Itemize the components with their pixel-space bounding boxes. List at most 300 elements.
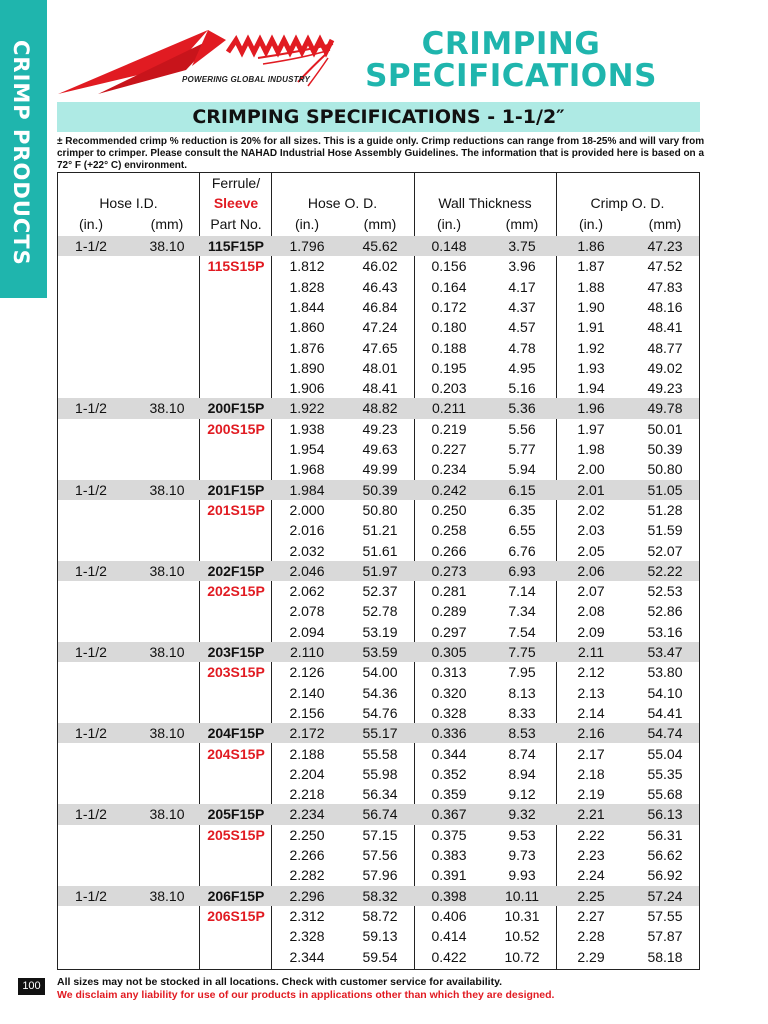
cell-wall-mm: 4.37	[508, 298, 536, 315]
cell-wall-in: 0.156	[431, 258, 467, 275]
cell-crimp-od-mm: 52.07	[647, 542, 683, 559]
header-od-in: (in.)	[294, 216, 320, 232]
cell-hose-od-mm: 55.17	[362, 725, 398, 742]
cell-crimp-od-mm: 47.52	[647, 258, 683, 275]
cell-hose-od-in: 2.234	[289, 806, 325, 823]
cell-crimp-od-mm: 52.22	[647, 562, 683, 579]
cell-wall-in: 0.180	[431, 319, 467, 336]
cell-crimp-od-mm: 57.87	[647, 928, 683, 945]
cell-hose-od-in: 2.046	[289, 562, 325, 579]
cell-hose-od-mm: 48.01	[362, 359, 398, 376]
cell-sleeve-part: 205S15P	[207, 826, 265, 843]
availability-note: All sizes may not be stocked in all locations. Check with customer service for availability.	[57, 976, 503, 988]
cell-hose-od-mm: 53.59	[362, 644, 398, 660]
cell-wall-mm: 9.53	[508, 826, 536, 843]
cell-crimp-od-in: 2.05	[577, 542, 605, 559]
cell-crimp-od-in: 2.13	[577, 684, 605, 701]
header-crimp-in: (in.)	[578, 216, 604, 232]
cell-hose-od-in: 1.984	[289, 481, 325, 498]
cell-wall-mm: 6.93	[508, 562, 536, 579]
cell-wall-mm: 7.75	[508, 644, 536, 660]
cell-hose-od-in: 2.140	[289, 684, 325, 701]
cell-hose-od-mm: 54.76	[362, 704, 398, 721]
cell-hose-od-in: 2.156	[289, 704, 325, 721]
cell-wall-mm: 5.77	[508, 441, 536, 457]
table-row	[58, 338, 699, 358]
header-sleeve: Sleeve	[213, 195, 259, 211]
cell-wall-mm: 5.36	[508, 400, 536, 417]
table-row	[58, 947, 699, 967]
cell-wall-in: 0.375	[431, 826, 467, 843]
cell-wall-mm: 6.15	[508, 481, 536, 498]
header-hose-od: Hose O. D.	[307, 195, 378, 211]
table-row	[58, 297, 699, 317]
table-row	[58, 825, 699, 845]
cell-hose-od-in: 2.188	[289, 745, 325, 762]
cell-hose-od-mm: 57.56	[362, 847, 398, 863]
cell-hose-od-in: 2.078	[289, 603, 325, 620]
cell-crimp-od-in: 2.19	[577, 786, 605, 803]
cell-crimp-od-mm: 56.13	[647, 806, 683, 823]
cell-crimp-od-mm: 49.78	[647, 400, 683, 417]
cell-wall-mm: 9.93	[508, 867, 536, 884]
table-row	[58, 601, 699, 621]
cell-wall-in: 0.273	[431, 562, 467, 579]
cell-hose-id-mm: 38.10	[149, 644, 185, 660]
cell-hose-od-mm: 57.15	[362, 826, 398, 843]
cell-wall-in: 0.305	[431, 644, 467, 660]
page-title	[348, 28, 674, 92]
cell-wall-mm: 9.32	[508, 806, 536, 823]
cell-crimp-od-in: 2.22	[577, 826, 605, 843]
cell-crimp-od-mm: 54.10	[647, 684, 683, 701]
table-row	[58, 683, 699, 703]
table-row	[58, 622, 699, 642]
cell-wall-in: 0.164	[431, 278, 467, 295]
header-row-2	[58, 195, 699, 215]
table-row	[58, 581, 699, 601]
cell-wall-in: 0.336	[431, 725, 467, 742]
cell-hose-od-mm: 58.32	[362, 887, 398, 904]
header-ferrule: Ferrule/	[211, 175, 261, 191]
cell-hose-od-in: 1.812	[289, 258, 325, 275]
cell-hose-od-mm: 49.23	[362, 420, 398, 437]
table-row	[58, 926, 699, 946]
header-part-no: Part No.	[210, 216, 262, 232]
cell-hose-od-in: 1.844	[289, 298, 325, 315]
cell-crimp-od-in: 2.09	[577, 623, 605, 640]
logo-tagline: POWERING GLOBAL INDUSTRY	[182, 75, 311, 84]
cell-wall-mm: 6.55	[508, 522, 536, 539]
cell-hose-od-in: 1.828	[289, 278, 325, 295]
cell-crimp-od-in: 2.28	[577, 928, 605, 945]
cell-crimp-od-mm: 48.41	[647, 319, 683, 336]
cell-wall-mm: 4.57	[508, 319, 536, 336]
cell-hose-id-in: 1-1/2	[75, 238, 107, 254]
cell-hose-od-in: 1.906	[289, 380, 325, 397]
cell-hose-id-mm: 38.10	[149, 887, 185, 904]
cell-wall-in: 0.367	[431, 806, 467, 823]
cell-hose-od-in: 2.344	[289, 948, 325, 965]
table-row	[58, 561, 699, 581]
cell-crimp-od-in: 2.24	[577, 867, 605, 884]
cell-crimp-od-mm: 50.80	[647, 461, 683, 478]
cell-wall-mm: 5.94	[508, 461, 536, 478]
cell-crimp-od-in: 2.01	[577, 481, 605, 498]
cell-crimp-od-mm: 50.39	[647, 441, 683, 457]
cell-wall-mm: 3.96	[508, 258, 536, 275]
header-row-3	[58, 216, 699, 236]
table-row	[58, 358, 699, 378]
cell-hose-od-in: 2.032	[289, 542, 325, 559]
cell-hose-od-mm: 58.72	[362, 907, 398, 924]
cell-wall-mm: 7.34	[508, 603, 536, 620]
table-row	[58, 378, 699, 398]
cell-crimp-od-in: 2.21	[577, 806, 605, 823]
cell-wall-mm: 7.14	[508, 583, 536, 600]
cell-crimp-od-mm: 56.62	[647, 847, 683, 863]
table-row	[58, 662, 699, 682]
cell-wall-in: 0.258	[431, 522, 467, 539]
cell-hose-id-mm: 38.10	[149, 400, 185, 417]
cell-hose-od-in: 2.296	[289, 887, 325, 904]
header-wall-in: (in.)	[436, 216, 462, 232]
cell-wall-mm: 5.16	[508, 380, 536, 397]
cell-wall-in: 0.398	[431, 887, 467, 904]
cell-wall-in: 0.266	[431, 542, 467, 559]
table-row	[58, 480, 699, 500]
cell-wall-in: 0.172	[431, 298, 467, 315]
cell-ferrule-part: 115F15P	[207, 238, 265, 254]
cell-crimp-od-in: 1.98	[577, 441, 605, 457]
cell-crimp-od-in: 1.97	[577, 420, 605, 437]
cell-hose-id-mm: 38.10	[149, 562, 185, 579]
cell-wall-in: 0.188	[431, 339, 467, 356]
cell-hose-id-in: 1-1/2	[75, 725, 107, 742]
cell-hose-od-mm: 45.62	[362, 238, 398, 254]
cell-hose-od-in: 2.000	[289, 501, 325, 518]
cell-crimp-od-in: 2.27	[577, 907, 605, 924]
table-row	[58, 703, 699, 723]
cell-sleeve-part: 200S15P	[207, 420, 265, 437]
cell-sleeve-part: 204S15P	[207, 745, 265, 762]
cell-hose-od-mm: 49.63	[362, 441, 398, 457]
cell-crimp-od-in: 2.16	[577, 725, 605, 742]
cell-hose-od-in: 2.266	[289, 847, 325, 863]
cell-wall-in: 0.328	[431, 704, 467, 721]
cell-ferrule-part: 201F15P	[207, 481, 265, 498]
cell-crimp-od-in: 2.07	[577, 583, 605, 600]
cell-crimp-od-mm: 52.53	[647, 583, 683, 600]
cell-hose-od-in: 2.282	[289, 867, 325, 884]
header-wall-mm: (mm)	[505, 216, 539, 232]
cell-crimp-od-mm: 58.18	[647, 948, 683, 965]
cell-wall-mm: 4.17	[508, 278, 536, 295]
cell-crimp-od-mm: 48.77	[647, 339, 683, 356]
cell-wall-in: 0.383	[431, 847, 467, 863]
page-title-line1: CRIMPING	[421, 26, 601, 62]
cell-crimp-od-in: 2.03	[577, 522, 605, 539]
cell-wall-mm: 7.54	[508, 623, 536, 640]
table-row	[58, 541, 699, 561]
cell-hose-od-mm: 54.00	[362, 664, 398, 681]
cell-hose-od-mm: 55.58	[362, 745, 398, 762]
cell-wall-mm: 4.95	[508, 359, 536, 376]
company-logo	[58, 22, 348, 98]
table-row	[58, 642, 699, 662]
cell-hose-od-mm: 47.24	[362, 319, 398, 336]
cell-hose-od-in: 2.094	[289, 623, 325, 640]
cell-crimp-od-mm: 55.68	[647, 786, 683, 803]
cell-wall-in: 0.422	[431, 948, 467, 965]
cell-crimp-od-mm: 47.83	[647, 278, 683, 295]
cell-hose-od-mm: 56.74	[362, 806, 398, 823]
cell-crimp-od-in: 2.06	[577, 562, 605, 579]
cell-crimp-od-in: 2.00	[577, 461, 605, 478]
cell-crimp-od-in: 1.88	[577, 278, 605, 295]
cell-ferrule-part: 203F15P	[207, 644, 265, 660]
cell-hose-od-in: 1.796	[289, 238, 325, 254]
cell-wall-in: 0.391	[431, 867, 467, 884]
cell-hose-od-mm: 59.54	[362, 948, 398, 965]
header-id-in: (in.)	[78, 216, 104, 232]
cell-wall-mm: 8.13	[508, 684, 536, 701]
table-row	[58, 865, 699, 885]
cell-hose-od-mm: 50.39	[362, 481, 398, 498]
table-row	[58, 419, 699, 439]
cell-hose-id-mm: 38.10	[149, 725, 185, 742]
table-row	[58, 784, 699, 804]
cell-hose-od-mm: 55.98	[362, 765, 398, 782]
cell-wall-mm: 4.78	[508, 339, 536, 356]
cell-crimp-od-in: 2.17	[577, 745, 605, 762]
cell-crimp-od-in: 1.94	[577, 380, 605, 397]
cell-hose-od-in: 1.922	[289, 400, 325, 417]
cell-ferrule-part: 202F15P	[207, 562, 265, 579]
cell-crimp-od-in: 2.23	[577, 847, 605, 863]
cell-hose-od-mm: 48.41	[362, 380, 398, 397]
cell-wall-in: 0.234	[431, 461, 467, 478]
cell-hose-od-in: 1.968	[289, 461, 325, 478]
cell-crimp-od-mm: 54.74	[647, 725, 683, 742]
liability-disclaimer: We disclaim any liability for use of our products in applications other than which they are designed.	[57, 989, 555, 1001]
cell-wall-mm: 10.52	[504, 928, 540, 945]
cell-hose-od-mm: 51.97	[362, 562, 398, 579]
table-row	[58, 398, 699, 418]
cell-wall-mm: 5.56	[508, 420, 536, 437]
cell-wall-in: 0.195	[431, 359, 467, 376]
cell-hose-od-mm: 57.96	[362, 867, 398, 884]
table-row	[58, 906, 699, 926]
cell-hose-id-in: 1-1/2	[75, 806, 107, 823]
cell-hose-od-mm: 47.65	[362, 339, 398, 356]
cell-hose-od-in: 2.172	[289, 725, 325, 742]
cell-hose-od-in: 2.016	[289, 522, 325, 539]
cell-sleeve-part: 115S15P	[207, 258, 265, 275]
cell-hose-od-mm: 51.21	[362, 522, 398, 539]
cell-crimp-od-mm: 56.92	[647, 867, 683, 884]
cell-ferrule-part: 206F15P	[207, 887, 265, 904]
cell-sleeve-part: 201S15P	[207, 501, 265, 518]
cell-crimp-od-in: 2.12	[577, 664, 605, 681]
cell-crimp-od-mm: 54.41	[647, 704, 683, 721]
cell-wall-mm: 9.73	[508, 847, 536, 863]
header-id-mm: (mm)	[150, 216, 184, 232]
cell-wall-in: 0.406	[431, 907, 467, 924]
cell-hose-od-mm: 52.78	[362, 603, 398, 620]
table-row	[58, 744, 699, 764]
cell-wall-in: 0.344	[431, 745, 467, 762]
cell-ferrule-part: 200F15P	[207, 400, 265, 417]
table-row	[58, 845, 699, 865]
cell-hose-id-in: 1-1/2	[75, 887, 107, 904]
cell-crimp-od-mm: 53.16	[647, 623, 683, 640]
header-crimp-mm: (mm)	[648, 216, 682, 232]
cell-crimp-od-in: 2.29	[577, 948, 605, 965]
crimp-spec-table	[57, 172, 700, 970]
table-row	[58, 804, 699, 824]
cell-wall-mm: 6.35	[508, 501, 536, 518]
cell-ferrule-part: 205F15P	[207, 806, 265, 823]
cell-hose-od-mm: 46.84	[362, 298, 398, 315]
cell-wall-mm: 6.76	[508, 542, 536, 559]
header-wall: Wall Thickness	[438, 195, 532, 211]
cell-crimp-od-in: 1.92	[577, 339, 605, 356]
cell-crimp-od-in: 2.02	[577, 501, 605, 518]
cell-hose-od-in: 2.328	[289, 928, 325, 945]
cell-hose-od-mm: 49.99	[362, 461, 398, 478]
cell-hose-od-mm: 51.61	[362, 542, 398, 559]
cell-crimp-od-mm: 51.05	[647, 481, 683, 498]
cell-crimp-od-in: 1.86	[577, 238, 605, 254]
table-row	[58, 764, 699, 784]
cell-wall-mm: 3.75	[508, 238, 536, 254]
cell-crimp-od-in: 1.93	[577, 359, 605, 376]
cell-crimp-od-in: 1.90	[577, 298, 605, 315]
cell-hose-id-in: 1-1/2	[75, 481, 107, 498]
table-row	[58, 256, 699, 276]
cell-wall-in: 0.281	[431, 583, 467, 600]
cell-wall-in: 0.219	[431, 420, 467, 437]
cell-crimp-od-mm: 51.59	[647, 522, 683, 539]
cell-wall-in: 0.352	[431, 765, 467, 782]
cell-hose-od-in: 1.954	[289, 441, 325, 457]
cell-hose-id-in: 1-1/2	[75, 644, 107, 660]
table-row	[58, 886, 699, 906]
section-banner: CRIMPING SPECIFICATIONS - 1-1/2″	[57, 102, 700, 132]
cell-crimp-od-in: 2.25	[577, 887, 605, 904]
cell-wall-in: 0.414	[431, 928, 467, 945]
cell-hose-id-mm: 38.10	[149, 481, 185, 498]
cell-hose-od-mm: 56.34	[362, 786, 398, 803]
cell-hose-od-mm: 48.82	[362, 400, 398, 417]
cell-wall-in: 0.313	[431, 664, 467, 681]
cell-crimp-od-mm: 47.23	[647, 238, 683, 254]
cell-wall-mm: 10.72	[504, 948, 540, 965]
cell-wall-in: 0.242	[431, 481, 467, 498]
cell-wall-mm: 7.95	[508, 664, 536, 681]
logo-graphic	[58, 22, 348, 98]
table-row	[58, 520, 699, 540]
header-od-mm: (mm)	[363, 216, 397, 232]
cell-crimp-od-mm: 53.47	[647, 644, 683, 660]
cell-wall-in: 0.359	[431, 786, 467, 803]
cell-hose-od-in: 2.218	[289, 786, 325, 803]
side-tab-label: CRIMP PRODUCTS	[9, 40, 33, 266]
table-row	[58, 317, 699, 337]
cell-wall-mm: 9.12	[508, 786, 536, 803]
cell-crimp-od-in: 2.18	[577, 765, 605, 782]
cell-hose-od-in: 1.876	[289, 339, 325, 356]
cell-hose-od-in: 1.860	[289, 319, 325, 336]
crimp-note: ± Recommended crimp % reduction is 20% for all sizes. This is a guide only. Crimp reductions can range from 18-25% and will vary from crimper to crimper. Please consult the NAHAD Industrial Hose Assembly Guidelines. The information that is provided here is based on a 72° F (+22° C) environment.	[57, 136, 705, 171]
cell-wall-mm: 10.31	[504, 907, 540, 924]
table-row	[58, 723, 699, 743]
cell-hose-od-mm: 54.36	[362, 684, 398, 701]
header-crimp-od: Crimp O. D.	[590, 195, 665, 211]
cell-crimp-od-in: 2.14	[577, 704, 605, 721]
cell-hose-od-in: 2.126	[289, 664, 325, 681]
cell-crimp-od-in: 1.96	[577, 400, 605, 417]
header-hose-id: Hose I.D.	[99, 195, 158, 211]
cell-hose-od-in: 1.890	[289, 359, 325, 376]
cell-crimp-od-mm: 51.28	[647, 501, 683, 518]
cell-hose-id-mm: 38.10	[149, 238, 185, 254]
page-number: 100	[18, 978, 45, 995]
cell-hose-id-in: 1-1/2	[75, 562, 107, 579]
table-row	[58, 236, 699, 256]
cell-hose-od-in: 2.110	[290, 644, 324, 660]
table-row	[58, 439, 699, 459]
cell-hose-od-mm: 53.19	[362, 623, 398, 640]
cell-crimp-od-mm: 57.24	[647, 887, 683, 904]
cell-sleeve-part: 206S15P	[207, 907, 265, 924]
cell-hose-od-mm: 59.13	[362, 928, 398, 945]
cell-hose-od-mm: 52.37	[362, 583, 398, 600]
cell-crimp-od-mm: 48.16	[647, 298, 683, 315]
cell-crimp-od-in: 2.08	[577, 603, 605, 620]
cell-wall-mm: 8.33	[508, 704, 536, 721]
cell-crimp-od-mm: 55.04	[647, 745, 683, 762]
cell-hose-od-in: 2.204	[289, 765, 325, 782]
cell-sleeve-part: 203S15P	[207, 664, 265, 681]
cell-wall-mm: 10.11	[505, 887, 539, 904]
cell-wall-in: 0.227	[431, 441, 467, 457]
cell-wall-in: 0.250	[431, 501, 467, 518]
cell-wall-in: 0.148	[431, 238, 467, 254]
page-title-line2: SPECIFICATIONS	[365, 58, 657, 94]
cell-hose-od-mm: 46.02	[362, 258, 398, 275]
cell-wall-mm: 8.94	[508, 765, 536, 782]
cell-wall-in: 0.297	[431, 623, 467, 640]
cell-wall-in: 0.203	[431, 380, 467, 397]
cell-crimp-od-mm: 57.55	[647, 907, 683, 924]
cell-crimp-od-mm: 50.01	[647, 420, 683, 437]
cell-wall-in: 0.320	[431, 684, 467, 701]
cell-hose-od-in: 2.312	[289, 907, 325, 924]
header-row-1	[58, 175, 699, 195]
cell-crimp-od-mm: 49.23	[647, 380, 683, 397]
table-row	[58, 500, 699, 520]
cell-hose-od-in: 1.938	[289, 420, 325, 437]
table-row	[58, 459, 699, 479]
cell-ferrule-part: 204F15P	[207, 725, 265, 742]
cell-wall-in: 0.289	[431, 603, 467, 620]
cell-crimp-od-mm: 55.35	[647, 765, 683, 782]
cell-crimp-od-in: 1.91	[577, 319, 605, 336]
cell-hose-od-mm: 46.43	[362, 278, 398, 295]
cell-wall-mm: 8.74	[508, 745, 536, 762]
